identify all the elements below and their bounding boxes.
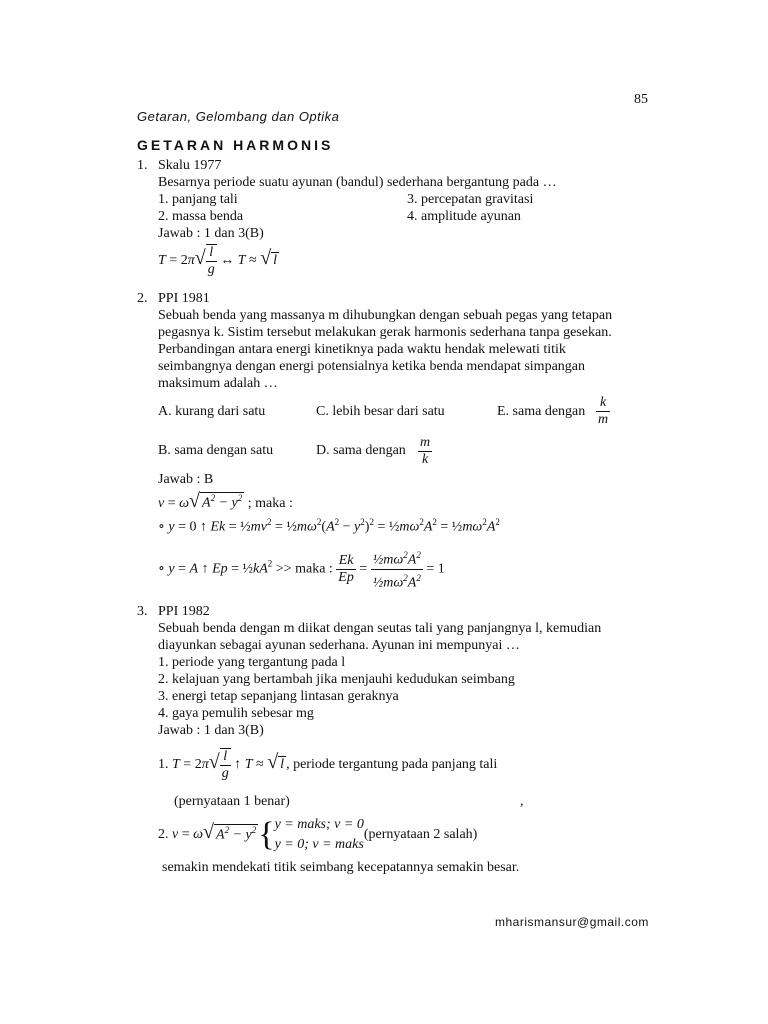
q2-line-2: pegasnya k. Sistim tersebut melakukan gerak harmonis sederhana tanpa gesekan.	[158, 325, 612, 340]
q1-answer: Jawab : 1 dan 3(B)	[158, 226, 264, 241]
q3-answer: Jawab : 1 dan 3(B)	[158, 723, 264, 738]
q3-answer-2-note: (pernyataan 2 salah)	[363, 827, 478, 843]
q2-option-d: D. sama dengan	[316, 443, 406, 458]
q1-option-4: 4. amplitude ayunan	[407, 209, 521, 224]
q3-answer-1-comma: ,	[520, 794, 524, 809]
q1-source: Skalu 1977	[158, 158, 222, 173]
q1-option-1: 1. panjang tali	[158, 192, 238, 207]
q3-answer-2-case-1: y = maks; v = 0	[274, 817, 364, 832]
q2-option-a: A. kurang dari satu	[158, 404, 266, 419]
q3-item-3: 3. energi tetap sepanjang lintasan geraknya	[158, 689, 399, 704]
q3-answer-1-text: , periode tergantung pada panjang tali	[286, 757, 498, 773]
q2-option-b: B. sama dengan satu	[158, 443, 274, 458]
q2-potential-energy: ∘ y = A ↑ $Ep = \frac{1}{2}kA^2$ >> maka : $\frac{Ek}{Ep}$ = $\frac{\frac{1}{2}m\omega^2A^2}{\frac{1}{2}m\omega^2A^2}$ = 1	[158, 547, 445, 591]
page-number: 85	[634, 92, 648, 107]
q2-option-e-fraction: $\frac{k}{m}$	[598, 395, 609, 427]
q3-item-1: 1. periode yang tergantung pada l	[158, 655, 346, 670]
q2-option-d-fraction: $\frac{m}{k}$	[420, 435, 431, 467]
q3-conclusion: semakin mendekati titik seimbang kecepatannya semakin besar.	[162, 860, 520, 875]
q1-formula: T = 2π√ $\frac{l}{g}$ ↔ T ≈ √ l	[158, 245, 278, 277]
q1-option-3: 3. percepatan gravitasi	[407, 192, 534, 207]
q2-line-1: Sebuah benda yang massanya m dihubungkan dengan sebuah pegas yang tetapan	[158, 308, 613, 323]
q2-line-3: Perbandingan antara energi kinetiknya pada waktu hendak melewati titik	[158, 342, 566, 357]
q2-option-c: C. lebih besar dari satu	[316, 404, 445, 419]
q2-option-e: E. sama dengan	[497, 404, 586, 419]
q2-number: 2.	[137, 291, 148, 306]
q2-maka-2: >> maka :	[275, 561, 333, 577]
q3-answer-2: 2. v = ω√ $A^2 - y^2${ y = maks; v = 0 y = 0; v = maks (pernyataan 2 salah)	[158, 816, 478, 853]
q2-source: PPI 1981	[158, 291, 210, 306]
q2-line-4: seimbangnya dengan energi potensialnya ketika benda mendapat simpangan	[158, 359, 585, 374]
q1-number: 1.	[137, 158, 148, 173]
q2-velocity-formula: v = ω√ $A^2 - y^2$ ; maka :	[158, 490, 293, 512]
q3-answer-1-note: (pernyataan 1 benar)	[174, 794, 290, 809]
q2-kinetic-energy: ∘ y = 0 ↑ $Ek = \frac{1}{2}mv^2$ = $\frac{1}{2}m\omega^2(A^2 - y^2)^2$ = $\frac{1}{2}m\omega^2A^2$ = $\frac{1}{2}m\omega^2A^2$	[158, 517, 500, 535]
q3-answer-2-case-2: y = 0; v = maks	[274, 837, 364, 852]
footer-email: mharismansur@gmail.com	[495, 915, 649, 929]
q1-question: Besarnya periode suatu ayunan (bandul) sederhana bergantung pada …	[158, 175, 557, 190]
q1-option-2: 2. massa benda	[158, 209, 244, 224]
q3-item-2: 2. kelajuan yang bertambah jika menjauhi kedudukan seimbang	[158, 672, 515, 687]
q2-line-5: maksimum adalah …	[158, 376, 278, 391]
q2-maka: ; maka :	[247, 496, 293, 511]
q3-line-1: Sebuah benda dengan m diikat dengan seutas tali yang panjangnya l, kemudian	[158, 621, 602, 636]
q2-answer: Jawab : B	[158, 472, 214, 487]
q3-source: PPI 1982	[158, 604, 210, 619]
q3-item-4: 4. gaya pemulih sebesar mg	[158, 706, 314, 721]
section-title: GETARAN HARMONIS	[137, 137, 334, 153]
q3-line-2: diayunkan sebagai ayunan sederhana. Ayunan ini mempunyai …	[158, 638, 520, 653]
q3-number: 3.	[137, 604, 148, 619]
running-header: Getaran, Gelombang dan Optika	[137, 109, 340, 124]
q3-answer-1: 1. T = 2π√ $\frac{l}{g}$ ↑ T ≈ √ l , periode tergantung pada panjang tali	[158, 749, 498, 781]
